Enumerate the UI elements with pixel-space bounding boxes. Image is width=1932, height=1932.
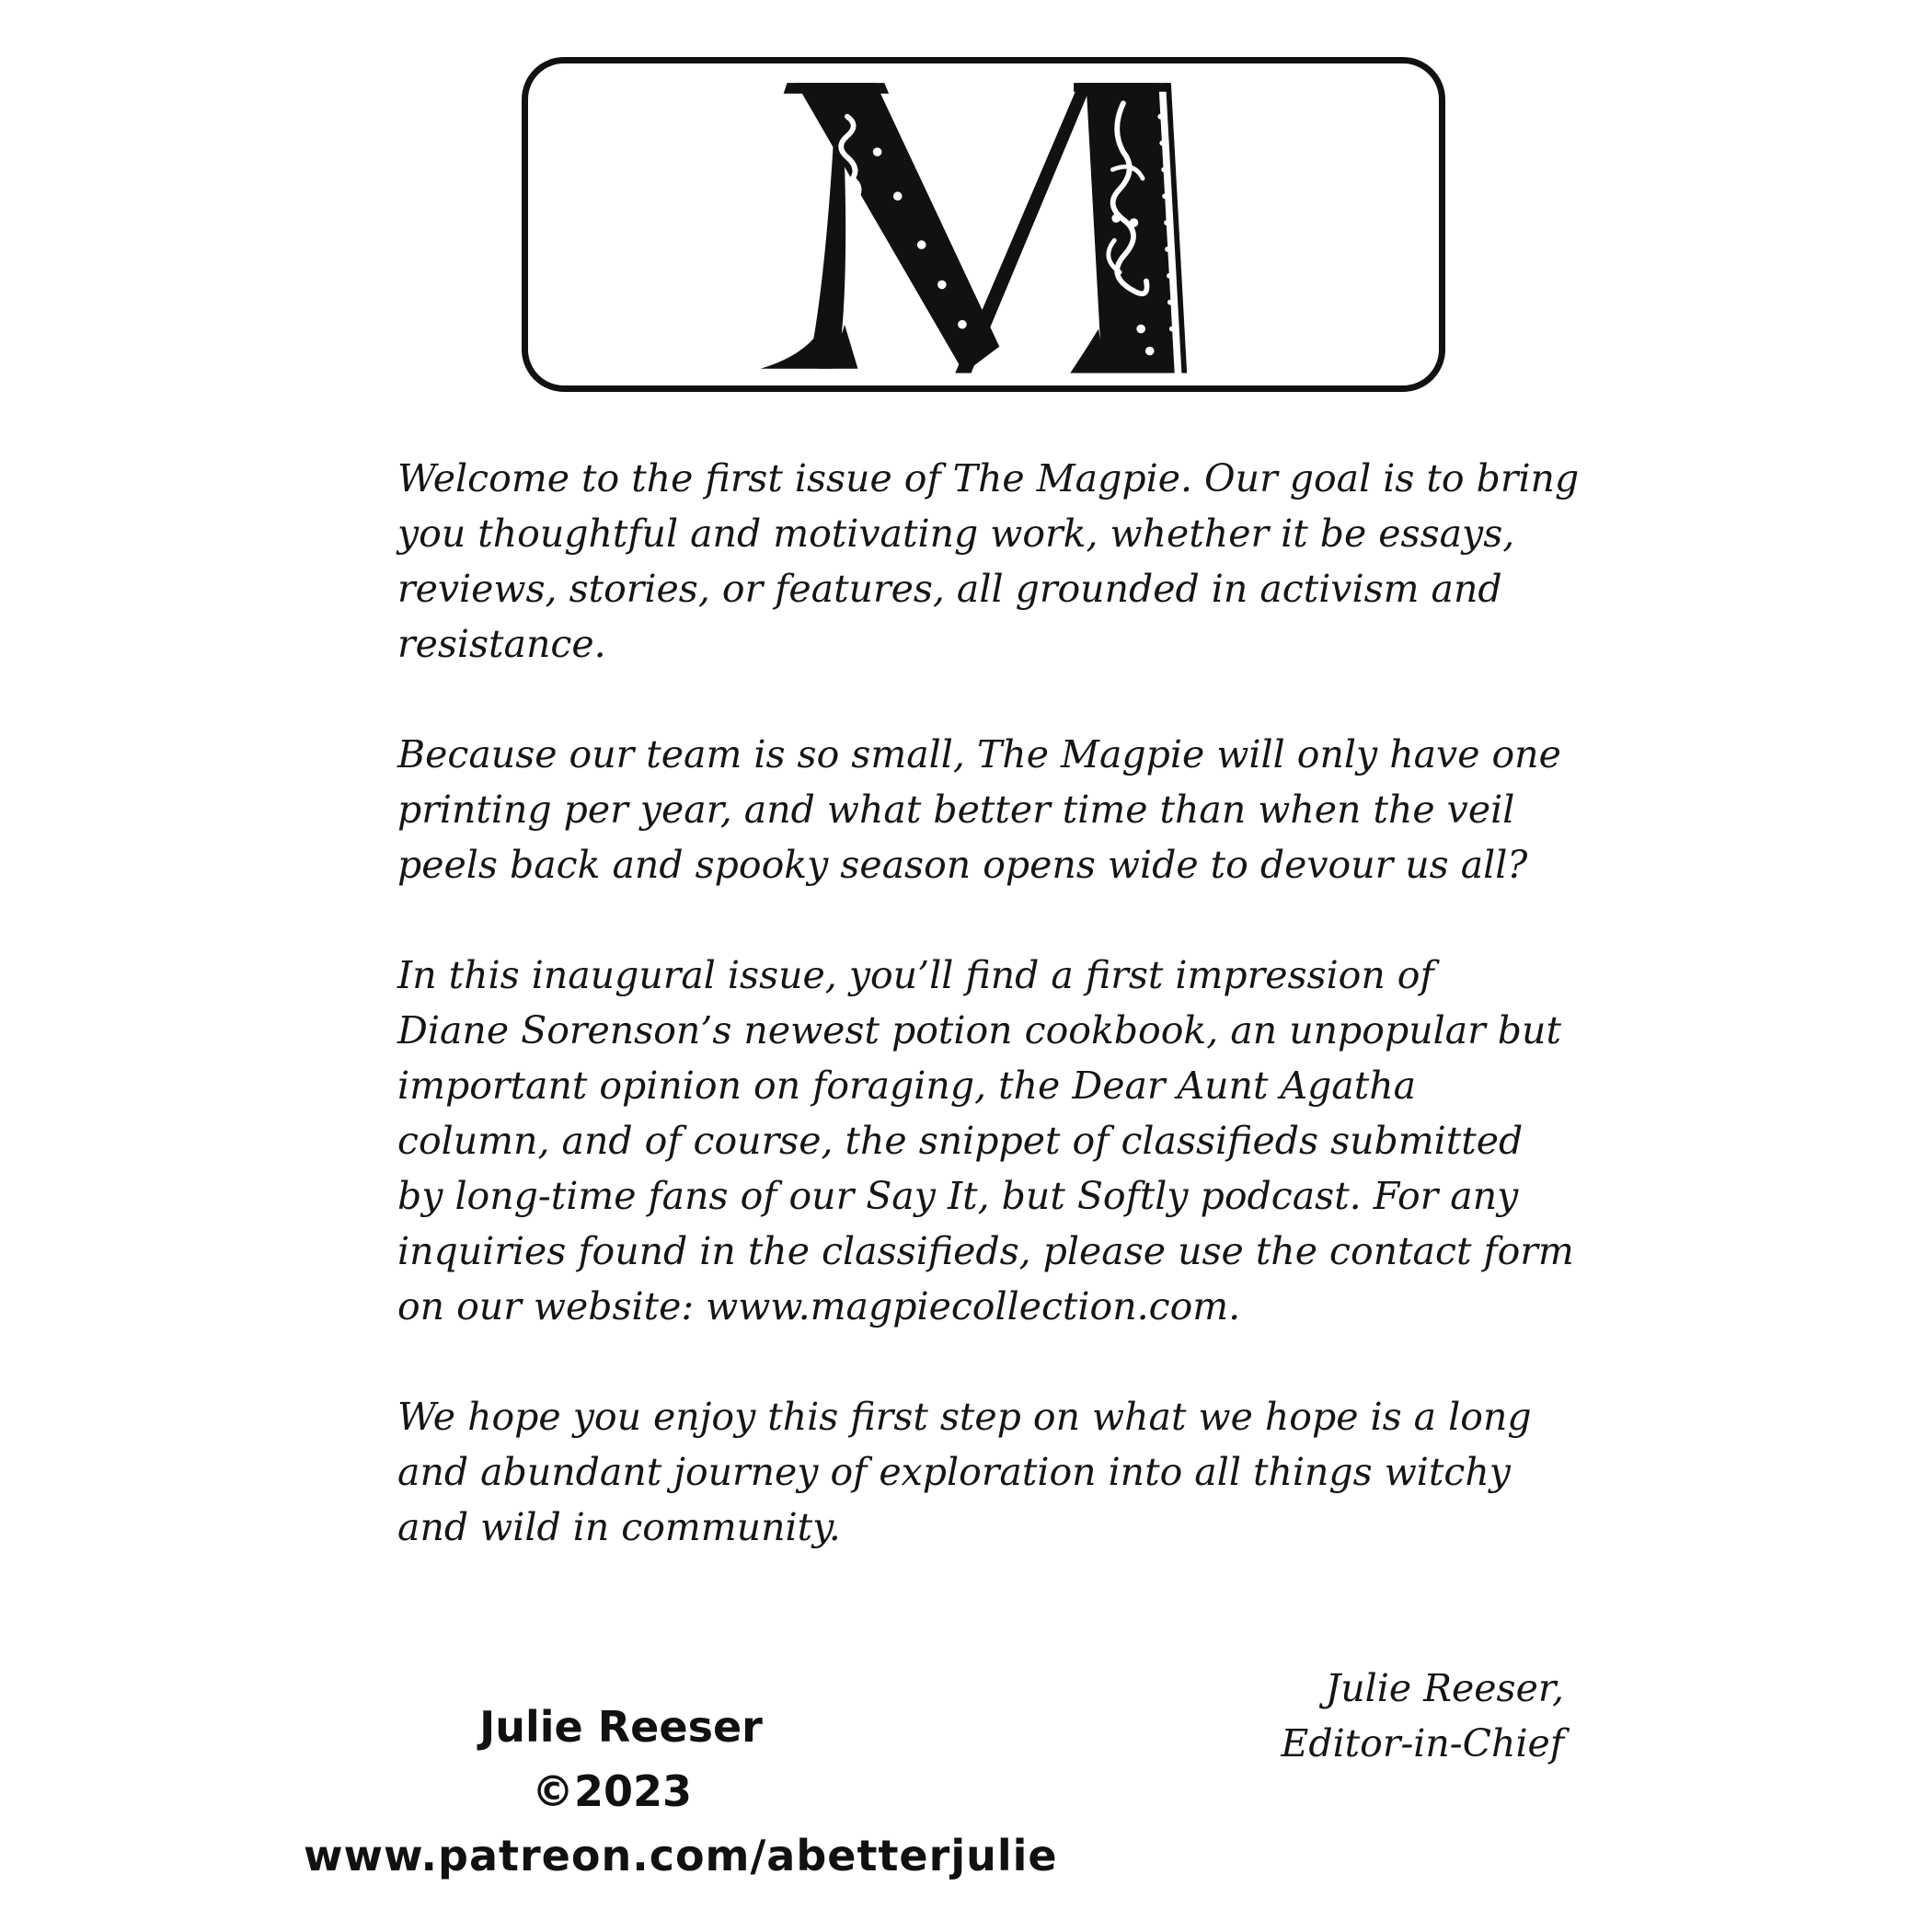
credit-name: Julie Reeser bbox=[479, 1702, 763, 1752]
letter-paragraph-4: We hope you enjoy this first step on what we hope is a long and abundant journey of exploration into all things witchy and wild in community. bbox=[397, 1395, 1532, 1549]
credit-block bbox=[304, 1695, 1058, 1888]
letter-paragraph-3: In this inaugural issue, you’ll find a first impression of Diane Sorenson’s newest potion cookbook, an unpopular but important opinion on foraging, the Dear Aunt Agatha column, and of course, the snippet of classifieds submitted by long-time fans of our Say It, but Softly podcast. For any inquiries found in the classifieds, please use the contact form on our website: www.magpiecollection.com. bbox=[397, 953, 1574, 1328]
editor-letter bbox=[397, 451, 1593, 1610]
logo-frame bbox=[522, 57, 1445, 392]
signature-block bbox=[1281, 1661, 1564, 1771]
credit-url: www.patreon.com/abetterjulie bbox=[304, 1831, 1058, 1880]
magpie-m-logo bbox=[528, 63, 1439, 385]
signature-title: Editor-in-Chief bbox=[1281, 1721, 1564, 1765]
letter-paragraph-1: Welcome to the first issue of The Magpie. Our goal is to bring you thoughtful and motivating work, whether it be essays, reviews, stories, or features, all grounded in activism and resistance. bbox=[397, 456, 1580, 666]
signature-name: Julie Reeser, bbox=[1325, 1666, 1564, 1710]
letter-paragraph-2: Because our team is so small, The Magpie will only have one printing per year, and what better time than when the veil peels back and spooky season opens wide to devour us all? bbox=[397, 732, 1561, 887]
credit-copyright: ©2023 bbox=[531, 1766, 693, 1816]
